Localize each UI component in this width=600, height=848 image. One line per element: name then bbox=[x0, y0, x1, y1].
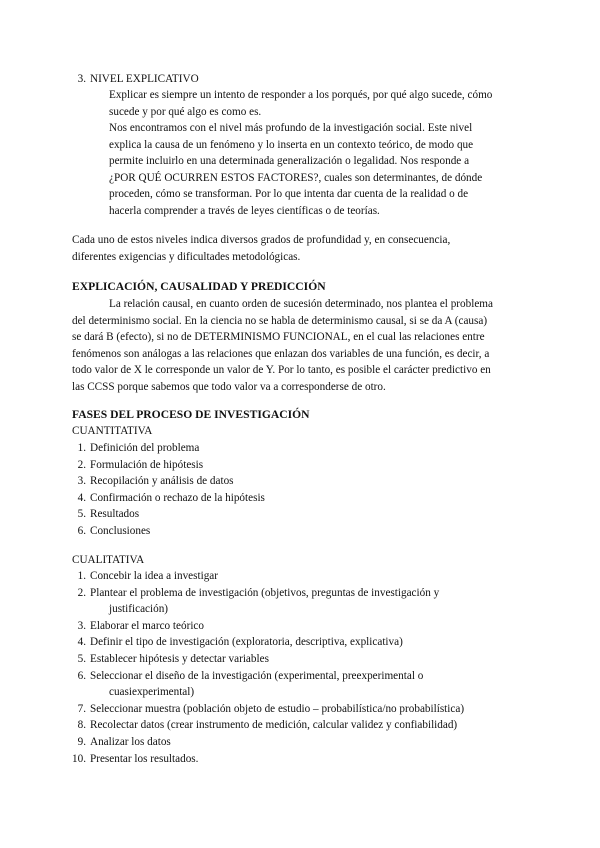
list-item-number: 6. bbox=[77, 669, 86, 682]
list-item-text: Presentar los resultados. bbox=[90, 752, 199, 765]
list-item bbox=[68, 506, 265, 523]
list-item bbox=[68, 751, 464, 768]
list-item-number: 4. bbox=[77, 491, 86, 504]
text-line: proceden, cómo se transforman. Por lo que intenta dar cuenta de la realidad o de bbox=[109, 188, 469, 201]
list-item-text: Recolectar datos (crear instrumento de medición, calcular validez y confiabilidad) bbox=[90, 719, 458, 732]
list-item-text: Elaborar el marco teórico bbox=[90, 619, 204, 632]
list-item bbox=[68, 585, 464, 618]
section-3-number: 3. bbox=[77, 73, 86, 85]
text-line: fenómenos son análogas a las relaciones que enlazan dos variables de una función, es decir, a bbox=[72, 347, 490, 360]
list-item bbox=[68, 440, 265, 457]
list-item-number: 3. bbox=[77, 475, 86, 488]
list-item-text: Seleccionar el diseño de la investigación (experimental, preexperimental o bbox=[90, 669, 424, 682]
section-3-title: NIVEL EXPLICATIVO bbox=[90, 73, 199, 85]
list-item-text: Resultados bbox=[90, 508, 140, 521]
text-line: Nos encontramos con el nivel más profundo de la investigación social. Este nivel bbox=[109, 122, 473, 134]
list-item-continuation: justificación) bbox=[109, 603, 169, 616]
list-item-number: 9. bbox=[77, 735, 86, 748]
text-line: Cada uno de estos niveles indica diversos grados de profundidad y, en consecuencia, bbox=[72, 234, 451, 246]
section-3-heading bbox=[68, 71, 199, 88]
list-item-text: Plantear el problema de investigación (objetivos, preguntas de investigación y bbox=[90, 586, 440, 599]
section-3-paragraph-2 bbox=[109, 120, 482, 220]
list-item-text: Recopilación y análisis de datos bbox=[90, 475, 234, 488]
list-item bbox=[68, 523, 265, 540]
list-item bbox=[68, 457, 265, 474]
list-item-text: Confirmación o rechazo de la hipótesis bbox=[90, 491, 265, 504]
list-item-number: 5. bbox=[77, 652, 86, 665]
list-item bbox=[68, 701, 464, 718]
list-item-number: 3. bbox=[77, 619, 86, 632]
cuantitativa-label: CUANTITATIVA bbox=[72, 425, 153, 437]
text-line: del determinismo social. En la ciencia no se habla de determinismo causal, si se da A (causa) bbox=[72, 314, 488, 327]
list-item-number: 10. bbox=[72, 752, 86, 765]
cuantitativa-list bbox=[68, 440, 265, 540]
text-line: las CCSS porque sabemos que todo valor va a corresponderse de otro. bbox=[72, 380, 386, 393]
list-item-number: 5. bbox=[77, 508, 86, 521]
section-3-paragraph-1 bbox=[109, 87, 492, 120]
list-item-number: 2. bbox=[77, 586, 86, 599]
explicacion-paragraph bbox=[72, 296, 493, 396]
list-item-number: 8. bbox=[77, 719, 86, 732]
explicacion-heading: EXPLICACIÓN, CAUSALIDAD Y PREDICCIÓN bbox=[72, 280, 326, 293]
text-line: sucede y por qué algo es como es. bbox=[109, 105, 262, 118]
list-item bbox=[68, 618, 464, 635]
list-item-number: 7. bbox=[77, 702, 86, 715]
list-item-text: Analizar los datos bbox=[90, 735, 171, 748]
text-line: La relación causal, en cuanto orden de sucesión determinado, nos plantea el problema bbox=[109, 298, 493, 310]
text-line: hacerla comprender a través de leyes científicas o de teorías. bbox=[109, 204, 380, 217]
list-item bbox=[68, 717, 464, 734]
list-item-continuation: cuasiexperimental) bbox=[109, 686, 195, 699]
list-item-number: 6. bbox=[77, 524, 86, 537]
text-line: permite incluirlo en una determinada generalización o legalidad. Nos responde a bbox=[109, 155, 470, 168]
list-item bbox=[68, 568, 464, 585]
list-item-number: 4. bbox=[77, 636, 86, 649]
list-item-number: 1. bbox=[77, 442, 86, 454]
list-item bbox=[68, 634, 464, 651]
text-line: explica la causa de un fenómeno y lo inserta en un contexto teórico, de modo que bbox=[109, 138, 474, 151]
list-item-text: Definición del problema bbox=[90, 442, 200, 454]
list-item-text: Conclusiones bbox=[90, 524, 151, 537]
cualitativa-list bbox=[68, 568, 464, 767]
list-item-number: 2. bbox=[77, 458, 86, 471]
list-item bbox=[68, 734, 464, 751]
cualitativa-label: CUALITATIVA bbox=[72, 554, 145, 566]
text-line: se dará B (efecto), si no de DETERMINISMO FUNCIONAL, en el cual las relaciones entre bbox=[72, 331, 485, 344]
text-line: Explicar es siempre un intento de responder a los porqués, por qué algo sucede, cómo bbox=[109, 89, 493, 101]
list-item bbox=[68, 668, 464, 701]
list-item-text: Establecer hipótesis y detectar variables bbox=[90, 652, 269, 665]
list-item bbox=[68, 490, 265, 507]
text-line: todo valor de X le corresponde un valor de Y. Por lo tanto, es posible el carácter predictivo en bbox=[72, 364, 491, 377]
fases-heading: FASES DEL PROCESO DE INVESTIGACIÓN bbox=[72, 408, 310, 421]
list-item-text: Seleccionar muestra (población objeto de estudio – probabilística/no probabilística) bbox=[90, 702, 465, 715]
list-item bbox=[68, 651, 464, 668]
list-item-text: Concebir la idea a investigar bbox=[90, 570, 218, 582]
text-line: diferentes exigencias y dificultades metodológicas. bbox=[72, 250, 301, 263]
list-item bbox=[68, 473, 265, 490]
list-item-text: Formulación de hipótesis bbox=[90, 458, 204, 471]
list-item-text: Definir el tipo de investigación (exploratoria, descriptiva, explicativa) bbox=[90, 636, 403, 649]
text-line: ¿POR QUÉ OCURREN ESTOS FACTORES?, cuales son determinantes, de dónde bbox=[109, 171, 483, 184]
levels-summary-paragraph bbox=[72, 232, 450, 265]
list-item-number: 1. bbox=[77, 570, 86, 582]
